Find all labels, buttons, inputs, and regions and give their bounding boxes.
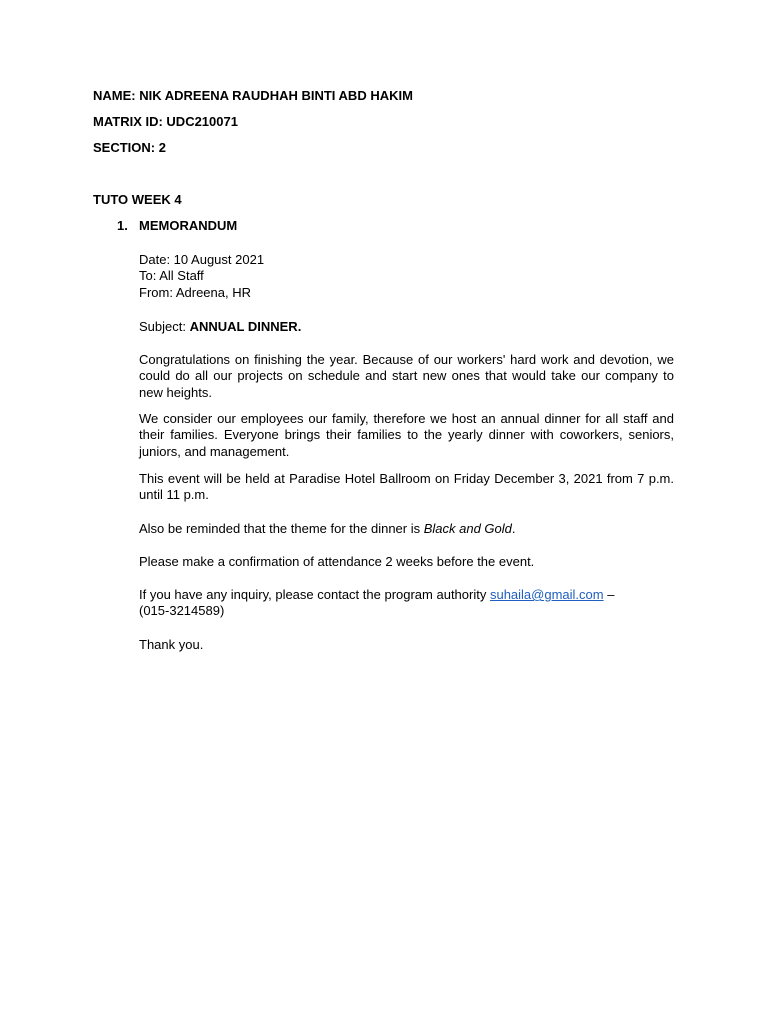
memo-confirmation: Please make a confirmation of attendance 2 weeks before the event.: [139, 554, 535, 569]
matrix-id: MATRIX ID: UDC210071: [93, 114, 238, 129]
theme-prefix: Also be reminded that the theme for the dinner is: [139, 521, 424, 536]
tutorial-title: TUTO WEEK 4: [93, 192, 182, 207]
section-number: SECTION: 2: [93, 140, 166, 155]
subject-label: Subject:: [139, 319, 190, 334]
student-name: NAME: NIK ADREENA RAUDHAH BINTI ABD HAKIM: [93, 88, 413, 103]
contact-prefix: If you have any inquiry, please contact the program authority: [139, 587, 490, 602]
memorandum-heading: MEMORANDUM: [139, 218, 238, 233]
memo-contact: [139, 587, 674, 620]
contact-phone: (015-3214589): [139, 603, 225, 619]
memo-paragraph-congratulations: Congratulations on finishing the year. Because of our workers' hard work and devotion, we could do all our projects on schedule and start new ones that would take our company to new heights.: [139, 352, 674, 400]
memo-header-block: [139, 252, 674, 301]
contact-email-link[interactable]: suhaila@gmail.com: [489, 587, 604, 602]
memo-subject: [139, 319, 674, 335]
contact-dash: –: [603, 587, 615, 602]
memo-to: To: All Staff: [139, 268, 204, 284]
subject-value: ANNUAL DINNER.: [189, 319, 302, 334]
theme-suffix: .: [511, 521, 516, 536]
memo-paragraph-event: This event will be held at Paradise Hotel Ballroom on Friday December 3, 2021 from 7 p.m. until 11 p.m.: [139, 471, 674, 503]
memo-theme: [139, 521, 674, 537]
memo-paragraph-family: We consider our employees our family, therefore we host an annual dinner for all staff and their families. Everyone brings their families to the yearly dinner with coworkers, seniors, juniors, and management.: [139, 411, 674, 459]
memo-closing: Thank you.: [139, 637, 204, 652]
list-item-number: 1.: [117, 218, 128, 233]
memo-from: From: Adreena, HR: [139, 284, 251, 300]
theme-value: Black and Gold: [423, 521, 512, 536]
memo-date: Date: 10 August 2021: [139, 252, 265, 267]
